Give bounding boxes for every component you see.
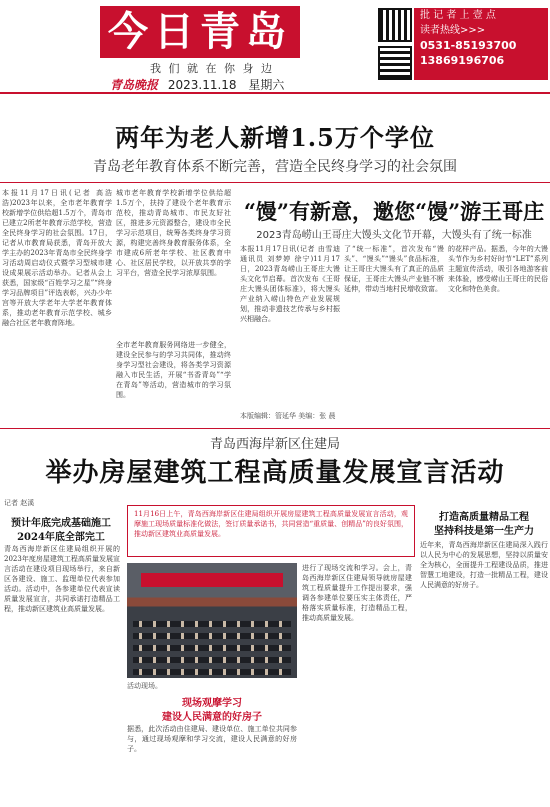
story3-right-column: 近年来，青岛西海岸新区住建局深入践行以人民为中心的发展思想，坚持以质量安全为核心，全面提升工程建设品质，推进智慧工地建设，打造一批精品工程，建设人民满意的好房子。 xyxy=(420,541,548,589)
issue-date: 2023.11.18 xyxy=(167,78,237,92)
story1-subhead: 青岛老年教育体系不断完善，营造全民终身学习的社会氛围 xyxy=(93,159,457,175)
story1-column: 城市老年教育学校新增学位供给超1.5万个，扶持了建设个老年教育示范校，推动青岛城市、市民友好社区，推进多元资源整合，建设市全民学习示范项目，统筹各类终身学习资源，构建完善终身教育服务体系，全市建成6所老年学校、社区教育中心、社区居民学校，以开放共享的学习平台，营造全民学习浓厚氛围。 xyxy=(116,189,231,277)
issue-weekday: 星期六 xyxy=(248,78,285,92)
paper-name: 青岛晚报 xyxy=(110,78,159,92)
story1-column: 全市老年教育服务网络进一步健全，建设全民参与的学习共同体，推动终身学习型社会建设，将各类学习资源融入市民生活，开展“书香青岛”“学在青岛”等活动，营造城市的学习氛围。 xyxy=(116,341,231,399)
story3-headline: 举办房屋建筑工程高质量发展宣言活动 xyxy=(45,458,505,488)
story1-column: 本报11月17日讯(记者 高浩 浩)2023年以来，全市老年教育学校新增学位供给超1.5万个，青岛市已建立2所老年教育示范学校，营造全民终身学习的社会氛围。17日，记者从市教育局获悉，青岛开放大学主办的2023年青岛市全民终身学习活动周启动仪式暨学习型城市建设成果展示活动举办。记者从会上获悉，国家级“百姓学习之星”“终身学习品牌项目”评选表彰，兴办少年宫等开放大学老年大学老年教育体系，推动老年教育示范学校、城乡融合社区老年教育阵地。 xyxy=(2,189,112,327)
story3-section-tag: 青岛西海岸新区住建局 xyxy=(209,437,340,452)
story3-center-column: 进行了现场交流和学习。会上，青岛西海岸新区住建局领导就房屋建筑工程质量提升工作提出要求，强调各参建单位要压实主体责任，严格落实质量标准，打造精品工程，推动高质量发展。 xyxy=(302,564,412,622)
divider xyxy=(0,182,550,183)
story3-left-column: 青岛西海岸新区住建局组织开展的2023年度房屋建筑工程高质量发展宣言活动在建设项目现场举行，来自新区各建设、施工、监理单位代表参加活动。活动中，各参建单位代表宣读质量发展宣言，共同承诺打造精品工程，推动新区建筑业高质量发展。 xyxy=(4,545,120,613)
hotline-label: 批 记 者 上 壹 点 xyxy=(420,10,496,21)
hotline-number: 13869196706 xyxy=(420,54,505,67)
hotline-number: 0531-85193700 xyxy=(420,39,517,52)
story3-right-subtitle: 坚持科技是第一生产力 xyxy=(434,526,534,537)
story3-mid-subtitle: 建设人民满意的好房子 xyxy=(162,712,262,723)
story3-mid-column: 据悉，此次活动由住建局、建设单位、施工单位共同参与，通过现场观摩和学习交流，建设人民满意的好房子。 xyxy=(127,725,297,753)
editor-credit: 本版编辑：管延华 美编：张 晨 xyxy=(240,412,336,420)
audience-row xyxy=(133,621,291,627)
story3-summary-box: 11月16日上午，青岛西海岸新区住建局组织开展房屋建筑工程高质量发展宣言活动，观摩施工现场质量标准化做法，签订质量承诺书，共同营造“重质量、创精品”的良好氛围，推动新区建筑业高质量发展。 xyxy=(127,505,415,557)
audience-row xyxy=(133,645,291,651)
audience-row xyxy=(133,669,291,675)
story3-left-subtitle: 2024年底全部完工 xyxy=(17,532,105,543)
newspaper-logo: 今日青岛 xyxy=(100,6,300,58)
event-photo xyxy=(127,563,297,678)
story2-subhead: 2023青岛崂山王哥庄大馒头文化节开幕，大馒头有了统一标准 xyxy=(256,230,532,241)
qr-code-icon xyxy=(378,46,412,80)
story2-column: 本报11月17日讯(记者 由雪迪 通讯员 刘梦婷 徐宁)11月17日，2023青岛崂山王哥庄大馒头文化节启幕。首次发布《王哥庄大馒头团体标准》，将大馒头产业纳入崂山特色产业发展规划，推动非遗技艺传承与乡村振兴相融合。 xyxy=(240,245,340,323)
audience-row xyxy=(133,633,291,639)
story2-headline: “馒”有新意，邀您“馒”游王哥庄 xyxy=(243,199,545,224)
masthead xyxy=(0,0,550,94)
story3-byline: 记者 赵溪 xyxy=(4,499,35,507)
audience-row xyxy=(133,657,291,663)
hotline-label: 读者热线>>> xyxy=(420,25,486,36)
story2-column: 的花样产品。据悉，今年的大馒头节作为乡村好时节“LET”系列主题宣传活动，吸引各地游客前来体验，感受崂山王哥庄的民俗文化和特色美食。 xyxy=(448,245,548,293)
stage-banner xyxy=(141,573,283,587)
story2-column: 了“统一标准”，首次发布“馒头”、“馒头”“馒头”食品标准，让王哥庄大馒头有了真正的品质保证，王哥庄大馒头产业链不断延伸，带动当地村民增收致富。 xyxy=(344,245,444,293)
story3-right-subtitle: 打造高质量精品工程 xyxy=(439,512,529,523)
reader-hotline-box xyxy=(414,8,548,80)
story3-mid-subtitle: 现场观摩学习 xyxy=(182,698,242,709)
qr-code-icon xyxy=(378,8,412,42)
photo-caption: 活动现场。 xyxy=(127,682,162,690)
story1-headline: 两年为老人新增1.5万个学位 xyxy=(115,123,435,152)
slogan: 我 们 就 在 你 身 边 xyxy=(150,62,274,75)
story3-left-subtitle: 预计年底完成基础施工 xyxy=(11,518,111,529)
divider xyxy=(0,428,550,429)
issue-line xyxy=(110,76,292,93)
